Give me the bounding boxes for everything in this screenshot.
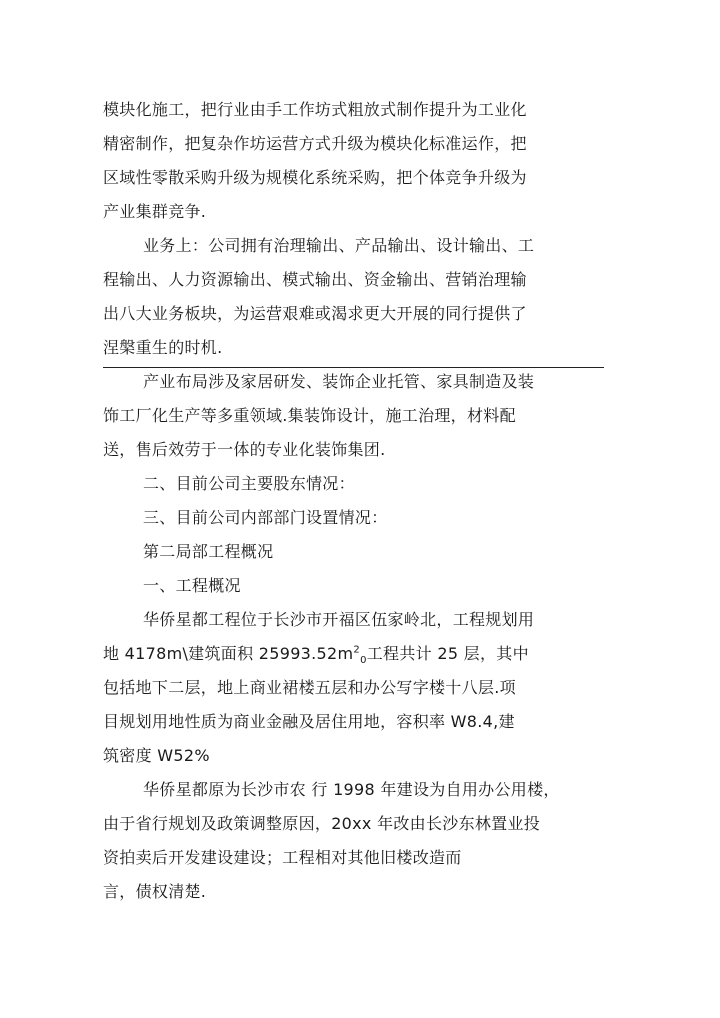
text-line: 产业集群竞争. <box>103 202 207 221</box>
text-segment: 工程共计 25 层，其中 <box>366 644 529 663</box>
text-line <box>103 644 529 667</box>
superscript: 2 <box>353 644 361 656</box>
text-line: 区域性零散采购升级为规模化系统采购，把个体竞争升级为 <box>103 168 527 187</box>
text-line: 筑密度 W52% <box>103 746 210 765</box>
text-line: 模块化施工，把行业由手工作坊式粗放式制作提升为工业化 <box>103 100 527 119</box>
text-line: 包括地下二层，地上商业裙楼五层和办公写字楼十八层.项 <box>103 678 516 697</box>
section-heading: 二、目前公司主要股东情况： <box>143 474 355 493</box>
text-line: 饰工厂化生产等多重领域.集装饰设计，施工治理，材料配 <box>103 406 516 425</box>
text-line: 送，售后效劳于一体的专业化装饰集团. <box>103 440 386 459</box>
text-line: 资拍卖后开发建设建设；工程相对其他旧楼改造而 <box>103 848 462 867</box>
text-line: 程输出、人力资源输出、模式输出、资金输出、营销治理输 <box>103 270 527 289</box>
text-line: 华侨星都工程位于长沙市开福区伍家岭北，工程规划用 <box>143 610 535 629</box>
text-line: 华侨星都原为长沙市农 行 1998 年建设为自用办公用楼， <box>143 780 560 799</box>
text-line: 涅槃重生的时机. <box>103 338 223 357</box>
text-line: 由于省行规划及政策调整原因，20xx 年改由长沙东林置业投 <box>103 814 541 833</box>
section-heading: 三、目前公司内部部门设置情况： <box>143 508 388 527</box>
text-line: 业务上：公司拥有治理输出、产品输出、设计输出、工 <box>143 236 535 255</box>
chapter-heading: 第二局部工程概况 <box>143 542 274 561</box>
horizontal-rule <box>103 367 604 368</box>
text-segment: 地 4178m\建筑面积 25993.52m <box>103 644 354 663</box>
text-line: 产业布局涉及家居研发、装饰企业托管、家具制造及装 <box>143 372 535 391</box>
text-line: 言，债权清楚. <box>103 882 207 901</box>
text-line: 精密制作，把复杂作坊运营方式升级为模块化标准运作，把 <box>103 134 527 153</box>
text-line: 目规划用地性质为商业金融及居住用地，容积率 W8.4,建 <box>103 712 515 731</box>
subscript: 0 <box>360 655 367 667</box>
text-line: 出八大业务板块，为运营艰难或渴求更大开展的同行提供了 <box>103 304 527 323</box>
section-heading: 一、工程概况 <box>143 576 241 595</box>
